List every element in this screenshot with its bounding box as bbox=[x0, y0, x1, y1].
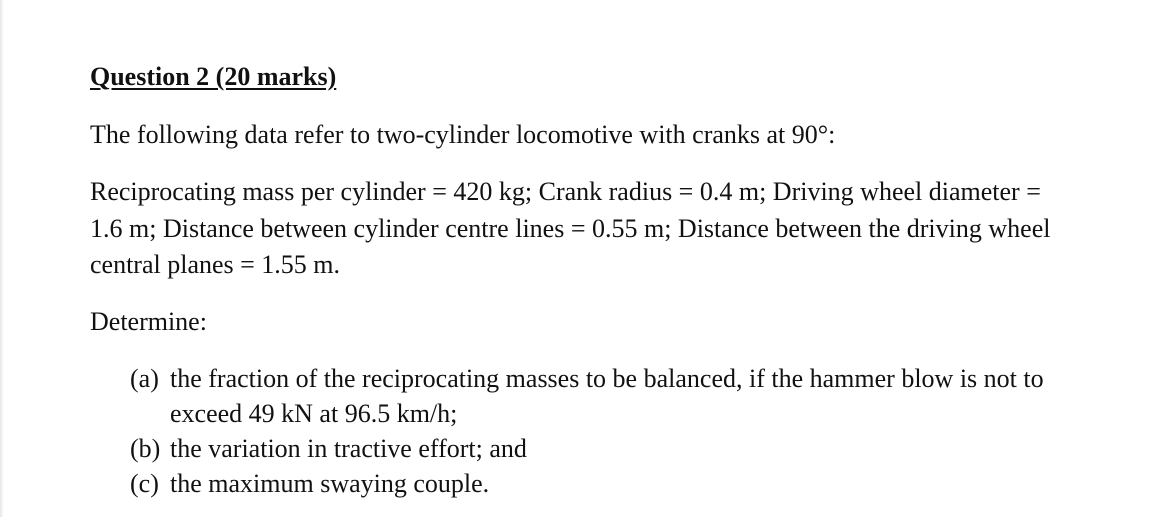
part-text-line: the fraction of the reciprocating masses to be balanced, if the hammer blow is not to bbox=[170, 364, 1044, 393]
part-label: (c) bbox=[130, 469, 159, 498]
part-text-line: the maximum swaying couple. bbox=[170, 469, 490, 498]
given-data-line: central planes = 1.55 m. bbox=[90, 250, 341, 279]
question-part-a bbox=[130, 361, 1090, 431]
question-part-c bbox=[130, 466, 1090, 501]
part-text-line: the variation in tractive effort; and bbox=[170, 434, 527, 463]
given-data-paragraph bbox=[90, 174, 1090, 284]
part-text-line: exceed 49 kN at 96.5 km/h; bbox=[170, 399, 458, 428]
question-part-b bbox=[130, 431, 1090, 466]
page-edge-shadow bbox=[0, 0, 4, 517]
intro-text: The following data refer to two-cylinder locomotive with cranks at 90°: bbox=[90, 120, 836, 149]
part-label: (b) bbox=[130, 434, 161, 463]
determine-heading: Determine: bbox=[90, 307, 207, 336]
part-label: (a) bbox=[130, 364, 159, 393]
given-data-line: 1.6 m; Distance between cylinder centre lines = 0.55 m; Distance between the driving wheel bbox=[90, 213, 1051, 243]
question-title: Question 2 (20 marks) bbox=[90, 62, 337, 91]
given-data-line: Reciprocating mass per cylinder = 420 kg; Crank radius = 0.4 m; Driving wheel diameter = bbox=[90, 177, 1041, 206]
question-parts-list bbox=[130, 361, 1090, 501]
